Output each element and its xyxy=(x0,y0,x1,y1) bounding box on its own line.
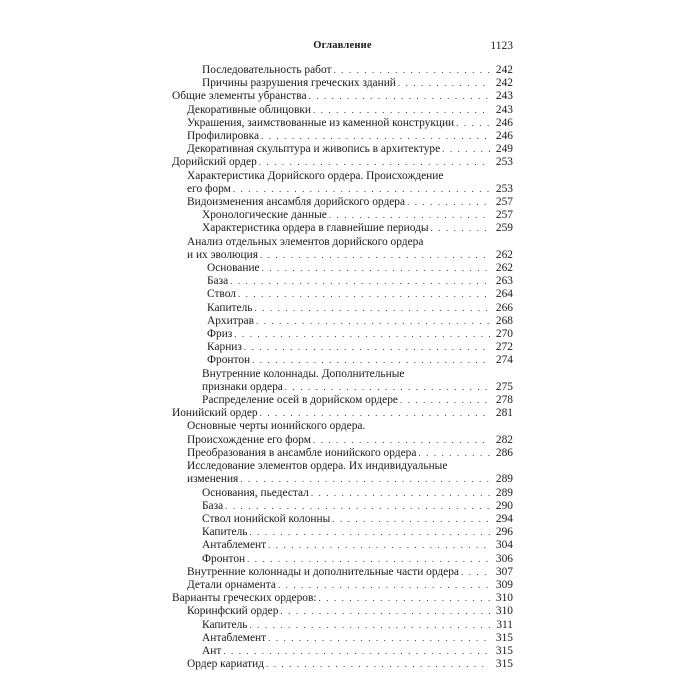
dot-leader xyxy=(311,487,490,500)
toc-entry-page: 253 xyxy=(495,182,513,195)
toc-entry xyxy=(172,605,513,618)
dot-leader xyxy=(261,130,490,143)
toc-entry-title: Происхождение его форм xyxy=(187,433,311,446)
toc-entry xyxy=(172,592,513,605)
toc-entry-title: Фронтон xyxy=(202,552,246,565)
toc-entry xyxy=(172,222,513,235)
running-header xyxy=(172,40,513,56)
toc-entry xyxy=(172,368,513,394)
toc-entry-page: 304 xyxy=(495,539,513,552)
toc-entry-page: 243 xyxy=(495,103,513,116)
toc-entry-page: 315 xyxy=(495,631,513,644)
toc-entry-page: 268 xyxy=(495,314,513,327)
toc-entry-page: 307 xyxy=(495,565,513,578)
toc-entry xyxy=(172,302,513,315)
toc-entry-page: 311 xyxy=(496,618,513,631)
dot-leader xyxy=(280,605,490,618)
dot-leader xyxy=(333,64,490,77)
toc-entry-title: его форм xyxy=(187,182,231,195)
toc-entry-page: 242 xyxy=(495,64,513,76)
dot-leader xyxy=(256,315,490,328)
toc-entry xyxy=(172,420,513,446)
dot-leader xyxy=(247,553,490,566)
toc-entry-page: 278 xyxy=(495,394,513,407)
toc-entry-title: Видоизменения ансамбля дорийского ордера xyxy=(187,196,406,209)
toc-entry-page: 294 xyxy=(495,512,513,525)
toc-entry xyxy=(172,262,513,275)
dot-leader xyxy=(234,328,490,341)
toc-entry-title: и их эволюция xyxy=(187,248,258,261)
toc-entry-title: Дорийский ордер xyxy=(172,156,257,169)
toc-entry xyxy=(172,487,513,500)
running-header-title: Оглавление xyxy=(313,40,372,51)
toc-entry-title: Антаблемент xyxy=(202,631,267,644)
dot-leader xyxy=(244,341,490,354)
toc-entry-title: Детали орнамента xyxy=(187,578,276,591)
dot-leader xyxy=(260,407,490,420)
page-number: 1123 xyxy=(490,40,513,52)
toc-entry xyxy=(172,275,513,288)
toc-entry xyxy=(172,447,513,460)
toc-entry xyxy=(172,539,513,552)
dot-leader xyxy=(252,354,490,367)
dot-leader xyxy=(329,209,490,222)
toc-entry-page: 286 xyxy=(495,446,513,459)
toc-entry-page: 270 xyxy=(495,328,513,341)
dot-leader xyxy=(309,90,490,103)
dot-leader xyxy=(400,394,490,407)
dot-leader xyxy=(230,275,490,288)
toc-entry xyxy=(172,513,513,526)
toc-entry-page: 263 xyxy=(495,275,513,288)
toc-entry xyxy=(172,117,513,130)
toc-entry-title: Ствол ионийской колонны xyxy=(202,512,331,525)
toc-entry-title-line1: Анализ отдельных элементов дорийского ордера xyxy=(187,235,424,248)
toc-entry xyxy=(172,566,513,579)
toc-entry-page: 315 xyxy=(495,658,513,671)
toc-entry-page: 310 xyxy=(495,592,513,605)
dot-leader xyxy=(249,526,490,539)
toc-entry xyxy=(172,526,513,539)
toc-entry-page: 246 xyxy=(495,130,513,143)
toc-entry-title: Хронологические данные xyxy=(202,209,327,222)
toc-entry-title: Ионийский ордер xyxy=(172,407,258,420)
toc-entry xyxy=(172,236,513,262)
dot-leader xyxy=(285,381,490,394)
toc-entry-page: 315 xyxy=(495,644,513,657)
dot-leader xyxy=(260,249,490,262)
toc-entry-title: Капитель xyxy=(202,618,248,631)
toc-entry xyxy=(172,315,513,328)
toc-entry-page: 253 xyxy=(495,156,513,169)
toc-entry-page: 264 xyxy=(495,288,513,301)
toc-entry xyxy=(172,77,513,90)
toc-entry xyxy=(172,354,513,367)
toc-entry xyxy=(172,407,513,420)
toc-entry-page: 257 xyxy=(495,209,513,222)
toc-entry-title-line1: Характеристика Дорийского ордера. Происхождение xyxy=(187,169,444,182)
toc-entry-page: 262 xyxy=(495,262,513,275)
toc-entry xyxy=(172,156,513,169)
toc-entry-title: Профилировка xyxy=(187,130,260,143)
dot-leader xyxy=(240,473,490,486)
toc-entry-page: 243 xyxy=(495,90,513,103)
toc-entry-page: 246 xyxy=(495,116,513,129)
toc-entry-title: Ант xyxy=(202,644,222,657)
toc-entry-page: 310 xyxy=(495,605,513,618)
dot-leader xyxy=(461,566,490,579)
toc-entry-page: 242 xyxy=(495,77,513,90)
toc-entry xyxy=(172,500,513,513)
table-of-contents xyxy=(172,64,513,671)
toc-entry-title: Варианты греческих ордеров: xyxy=(172,592,317,605)
dot-leader xyxy=(254,302,490,315)
toc-entry-title: Капитель xyxy=(202,526,248,539)
dot-leader xyxy=(259,156,490,169)
toc-entry-title: Декоративная скульптура и живопись в архитектуре xyxy=(187,143,441,156)
toc-entry-title: Ордер кариатид xyxy=(187,658,265,671)
toc-entry-page: 274 xyxy=(495,354,513,367)
toc-entry-page: 290 xyxy=(495,499,513,512)
toc-entry-title: Коринфский ордер xyxy=(187,605,279,618)
toc-entry-title: Капитель xyxy=(207,301,253,314)
dot-leader xyxy=(442,143,490,156)
toc-entry-title: Последовательность работ xyxy=(202,64,332,76)
dot-leader xyxy=(319,592,490,605)
dot-leader xyxy=(223,645,490,658)
toc-entry-title: Распределение осей в дорийском ордере xyxy=(202,394,398,407)
toc-entry-title-line1: Исследование элементов ордера. Их индивидуальные xyxy=(187,460,448,473)
toc-entry-title: Архитрав xyxy=(207,314,254,327)
toc-entry-title: База xyxy=(202,499,224,512)
toc-entry-title: Декоративные облицовки xyxy=(187,103,311,116)
toc-entry-title: Причины разрушения греческих зданий xyxy=(202,77,396,90)
toc-entry xyxy=(172,328,513,341)
toc-entry-title: Общие элементы убранства xyxy=(172,90,307,103)
dot-leader xyxy=(456,117,490,130)
toc-entry-title: признаки ордера xyxy=(202,380,283,393)
toc-entry xyxy=(172,90,513,103)
toc-entry xyxy=(172,341,513,354)
toc-entry xyxy=(172,104,513,117)
dot-leader xyxy=(278,579,490,592)
dot-leader xyxy=(407,196,490,209)
toc-entry xyxy=(172,619,513,632)
toc-entry-title: База xyxy=(207,275,229,288)
toc-entry-page: 289 xyxy=(495,486,513,499)
toc-entry-title: Антаблемент xyxy=(202,539,267,552)
dot-leader xyxy=(313,434,490,447)
toc-entry-page: 249 xyxy=(495,143,513,156)
toc-entry-page: 282 xyxy=(495,433,513,446)
dot-leader xyxy=(268,632,490,645)
toc-entry-title: Преобразования в ансамбле ионийского ордера xyxy=(187,446,417,459)
dot-leader xyxy=(313,104,490,117)
toc-entry-title-line1: Основные черты ионийского ордера. xyxy=(187,420,366,433)
toc-entry-page: 259 xyxy=(495,222,513,235)
dot-leader xyxy=(268,539,490,552)
toc-entry-title: Украшения, заимствованные из каменной конструкции xyxy=(187,116,455,129)
toc-entry-page: 272 xyxy=(495,341,513,354)
dot-leader xyxy=(249,619,490,632)
toc-entry xyxy=(172,553,513,566)
toc-entry xyxy=(172,196,513,209)
toc-entry-title: Внутренние колоннады и дополнительные части ордера xyxy=(187,565,459,578)
toc-entry-page: 262 xyxy=(495,248,513,261)
toc-entry xyxy=(172,143,513,156)
dot-leader xyxy=(262,262,490,275)
toc-entry xyxy=(172,645,513,658)
toc-entry-title: Характеристика ордера в главнейшие периоды xyxy=(202,222,429,235)
toc-entry-page: 266 xyxy=(495,301,513,314)
toc-entry xyxy=(172,170,513,196)
dot-leader xyxy=(418,447,490,460)
toc-entry-page: 306 xyxy=(495,552,513,565)
toc-entry xyxy=(172,64,513,77)
toc-entry-title: Карниз xyxy=(207,341,242,354)
dot-leader xyxy=(431,222,490,235)
toc-entry xyxy=(172,579,513,592)
toc-entry xyxy=(172,394,513,407)
toc-entry-page: 309 xyxy=(495,578,513,591)
toc-entry-page: 281 xyxy=(495,407,513,420)
toc-entry-title: изменения xyxy=(187,473,239,486)
dot-leader xyxy=(238,288,490,301)
toc-entry-page: 289 xyxy=(495,473,513,486)
toc-entry-page: 296 xyxy=(495,526,513,539)
dot-leader xyxy=(225,500,490,513)
toc-entry-title: Фриз xyxy=(207,328,233,341)
toc-entry-title: Основания, пьедестал xyxy=(202,486,309,499)
toc-entry xyxy=(172,130,513,143)
toc-entry-page: 275 xyxy=(495,380,513,393)
toc-entry-title: Ствол xyxy=(207,288,236,301)
dot-leader xyxy=(332,513,490,526)
dot-leader xyxy=(266,658,490,671)
toc-entry xyxy=(172,658,513,671)
toc-entry xyxy=(172,288,513,301)
toc-entry xyxy=(172,460,513,486)
dot-leader xyxy=(398,77,490,90)
toc-entry-title: Фронтон xyxy=(207,354,251,367)
toc-entry-title-line1: Внутренние колоннады. Дополнительные xyxy=(202,367,405,380)
dot-leader xyxy=(233,183,490,196)
toc-entry xyxy=(172,632,513,645)
toc-entry-title: Основание xyxy=(207,262,260,275)
toc-entry-page: 257 xyxy=(495,196,513,209)
toc-entry xyxy=(172,209,513,222)
